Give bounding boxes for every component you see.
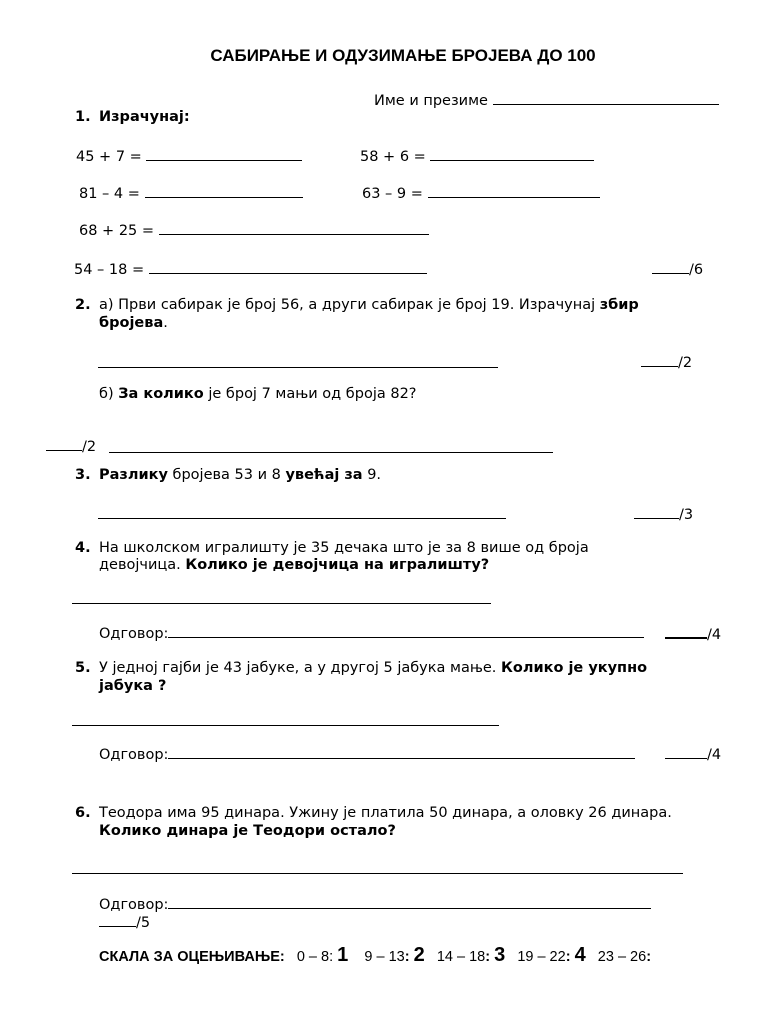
task6-text-line1: Теодора има 95 динара. Ужину је платила 50 динара, а оловку 26 динара. — [99, 805, 672, 821]
answer-line[interactable] — [145, 182, 303, 198]
answer-line[interactable] — [168, 622, 644, 638]
task3-number: 3. — [75, 467, 91, 483]
task3-answer-line[interactable] — [98, 518, 506, 519]
task6-answer — [99, 893, 651, 914]
task2a-text-line2: бројева. — [99, 315, 168, 331]
task6-work-line[interactable] — [72, 873, 683, 874]
task2b-score: /2 — [46, 435, 96, 456]
task4-score: /4 — [665, 622, 721, 644]
task6-text-line2: Колико динара је Теодори остало? — [99, 823, 396, 839]
task4-answer — [99, 622, 644, 643]
task5-score: /4 — [665, 743, 721, 764]
score-line[interactable] — [99, 911, 136, 927]
grade-2: 2 — [413, 944, 425, 966]
task2a-answer-line[interactable] — [98, 367, 498, 368]
score-line[interactable] — [665, 743, 707, 759]
score-line[interactable] — [634, 503, 679, 519]
answer-label: Одговор: — [99, 626, 169, 642]
task1-expr-3: 81 – 4 = — [79, 182, 303, 203]
grade-range-4: 19 – 22 — [517, 949, 566, 965]
task4-work-line[interactable] — [72, 603, 491, 604]
answer-line[interactable] — [168, 893, 651, 909]
task1-expr-6: 54 – 18 = — [74, 258, 427, 279]
task2b-answer-line[interactable] — [109, 452, 553, 453]
grade-range-1: 0 – 8 — [296, 949, 330, 965]
grading-scale: СКАЛА ЗА ОЦЕЊИВАЊЕ: 0 – 8: 1 9 – 13: 2 14 – 18: 3 19 – 22: 4 23 – 26: — [99, 944, 652, 966]
answer-label: Одговор: — [99, 897, 169, 913]
task2-number: 2. — [75, 297, 91, 313]
task4-text-line1: На школском игралишту је 35 дечака што је за 8 више од броја — [99, 540, 589, 556]
task1-score: /6 — [652, 258, 703, 279]
grading-label: СКАЛА ЗА ОЦЕЊИВАЊЕ — [99, 949, 280, 965]
score-line[interactable] — [641, 351, 678, 367]
grade-range-3: 14 – 18 — [436, 949, 486, 965]
task1-expr-5: 68 + 25 = — [79, 219, 429, 240]
task6-number: 6. — [75, 805, 91, 821]
name-label: Име и презиме — [374, 93, 488, 109]
task4-number: 4. — [75, 540, 91, 556]
score-line[interactable] — [652, 258, 689, 274]
task5-work-line[interactable] — [72, 725, 499, 726]
grade-range-5: 23 – 26 — [597, 949, 647, 965]
task2a-score: /2 — [641, 351, 692, 372]
task5-text-line1: У једној гајби је 43 јабуке, а у другој 5 јабука мање. Колико је укупно — [99, 660, 648, 676]
task1-expr-2: 58 + 6 = — [360, 145, 594, 166]
task3-text: Разлику бројева 53 и 8 увећај за 9. — [99, 467, 382, 483]
grade-1: 1 — [337, 944, 349, 966]
score-line[interactable] — [665, 622, 707, 639]
task1-expr-4: 63 – 9 = — [362, 182, 600, 203]
grade-3: 3 — [494, 944, 506, 966]
answer-label: Одговор: — [99, 747, 169, 763]
task5-answer — [99, 743, 635, 764]
task2b-text: б) За колико је број 7 мањи од броја 82? — [99, 386, 417, 402]
answer-line[interactable] — [149, 258, 427, 274]
answer-line[interactable] — [168, 743, 635, 759]
task4-text-line2: девојчица. Колико је девојчица на игралишту? — [99, 557, 490, 573]
task1-number: 1. — [75, 109, 91, 125]
task2a-text: а) Први сабирак је број 56, а други сабирак је број 19. Израчунај збир — [99, 297, 639, 313]
name-line[interactable] — [493, 89, 719, 105]
task1-heading: Израчунај: — [99, 109, 190, 125]
grade-4: 4 — [574, 944, 586, 966]
task6-score: /5 — [99, 911, 150, 932]
task5-text-line2: јабука ? — [99, 678, 167, 694]
grade-range-2: 9 – 13 — [364, 949, 405, 965]
name-field[interactable] — [374, 89, 719, 110]
answer-line[interactable] — [159, 219, 429, 235]
answer-line[interactable] — [428, 182, 600, 198]
page-title: САБИРАЊЕ И ОДУЗИМАЊЕ БРОЈЕВА ДО 100 — [210, 46, 596, 65]
score-line[interactable] — [46, 435, 82, 451]
task5-number: 5. — [75, 660, 91, 676]
answer-line[interactable] — [146, 145, 302, 161]
answer-line[interactable] — [430, 145, 594, 161]
task3-score: /3 — [634, 503, 693, 524]
task1-expr-1: 45 + 7 = — [76, 145, 302, 166]
